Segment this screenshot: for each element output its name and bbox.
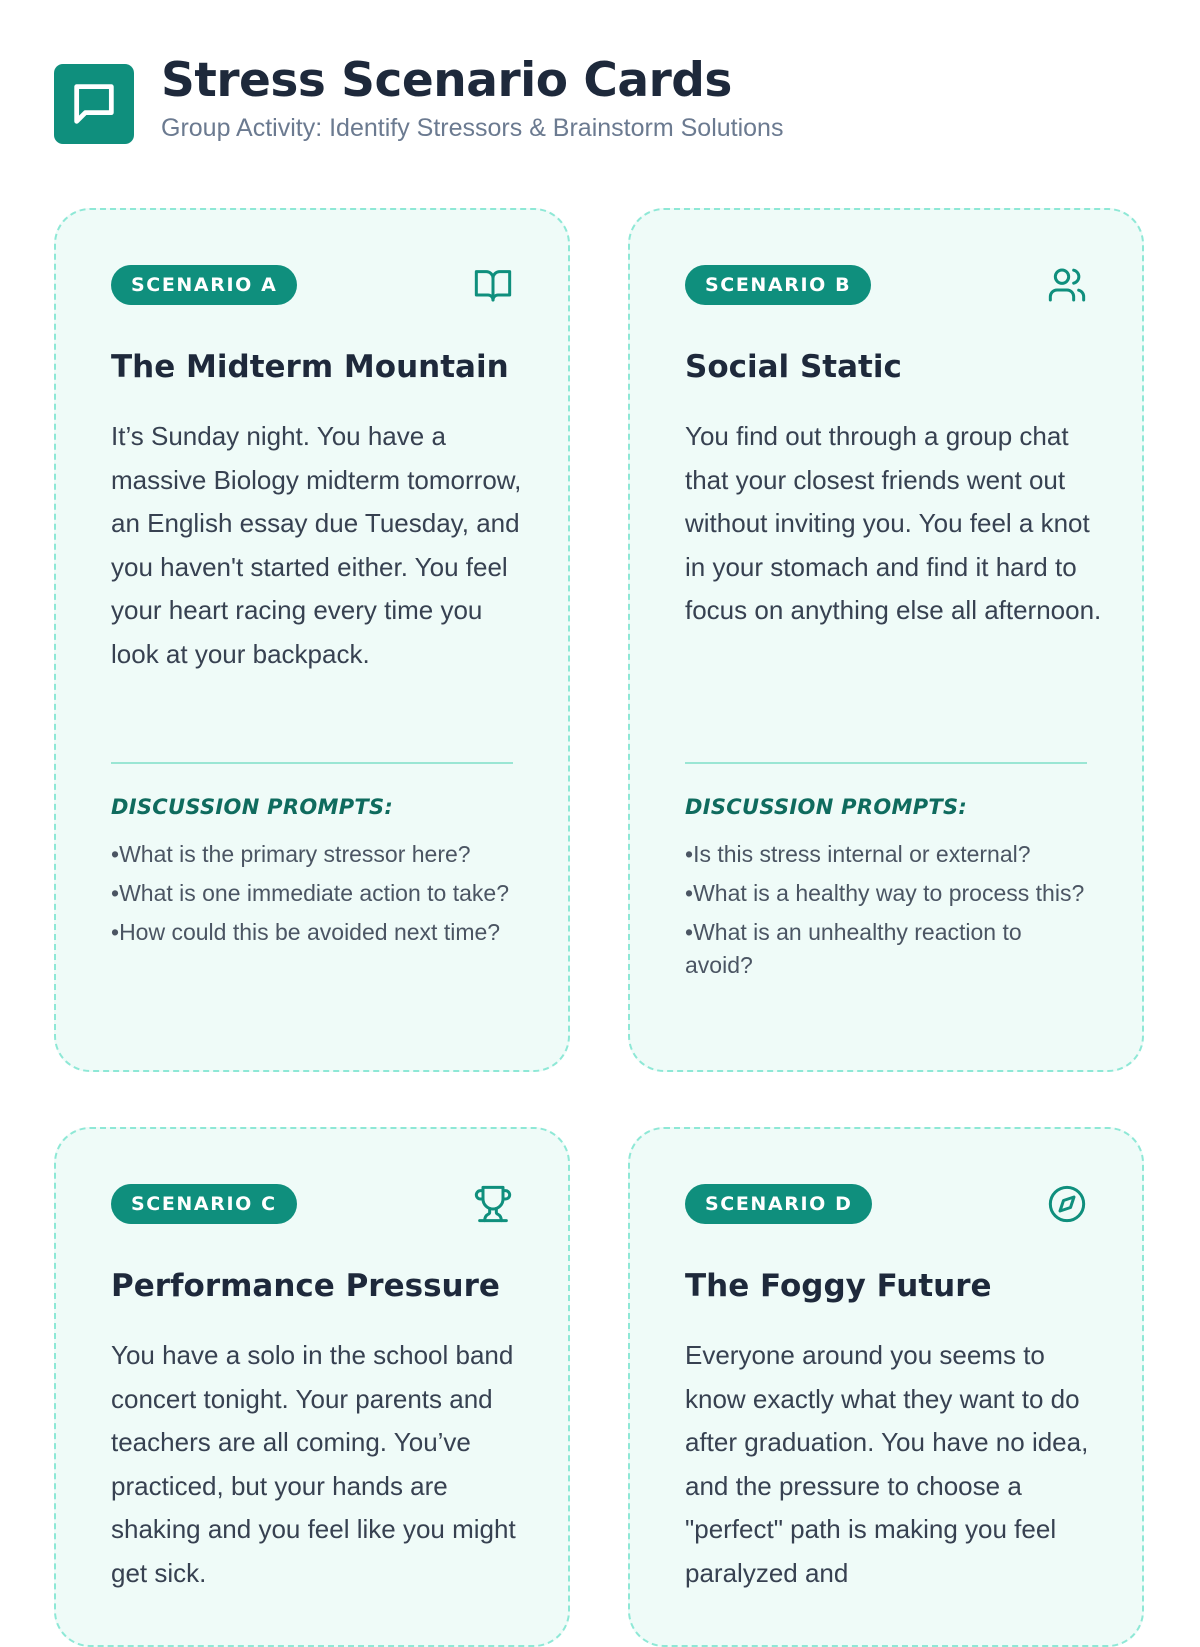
card-description: You have a solo in the school band concert tonight. Your parents and teachers are all coming. You’ve practiced, but your hands are shaking and you feel like you might get sick. <box>111 1340 516 1588</box>
scenario-badge: SCENARIO C <box>111 1184 297 1224</box>
card-title: Social Static <box>685 349 902 385</box>
scenario-card <box>628 1127 1144 1647</box>
chat-icon <box>54 64 134 144</box>
scenario-card <box>628 208 1144 1072</box>
scenario-badge: SCENARIO B <box>685 265 871 305</box>
divider <box>111 762 513 764</box>
prompt-item: • What is one immediate action to take? <box>111 877 521 910</box>
prompt-item: • Is this stress internal or external? <box>685 838 1095 871</box>
trophy-icon <box>473 1184 513 1224</box>
prompts-heading: DISCUSSION PROMPTS: <box>111 795 394 819</box>
card-title: Performance Pressure <box>111 1268 500 1304</box>
page-header <box>54 52 783 144</box>
prompt-item: • How could this be avoided next time? <box>111 916 521 949</box>
page-subtitle: Group Activity: Identify Stressors & Brainstorm Solutions <box>161 114 784 142</box>
prompt-item: • What is a healthy way to process this? <box>685 877 1095 910</box>
scenario-card <box>54 1127 570 1647</box>
page-title: Stress Scenario Cards <box>161 53 732 108</box>
scenario-card <box>54 208 570 1072</box>
card-description: Everyone around you seems to know exactly what they want to do after graduation. You have no idea, and the pressure to choose a "perfect" path is making you feel paralyzed and <box>685 1340 1089 1588</box>
book-icon <box>473 265 513 305</box>
prompts-heading: DISCUSSION PROMPTS: <box>685 795 968 819</box>
prompt-item: • What is the primary stressor here? <box>111 838 521 871</box>
card-description: You find out through a group chat that your closest friends went out without inviting you. You feel a knot in your stomach and find it hard to focus on anything else all afternoon. <box>685 421 1102 625</box>
scenario-badge: SCENARIO A <box>111 265 297 305</box>
users-icon <box>1047 265 1087 305</box>
prompts-list <box>111 838 521 955</box>
compass-icon <box>1047 1184 1087 1224</box>
card-title: The Midterm Mountain <box>111 349 509 385</box>
card-description: It’s Sunday night. You have a massive Biology midterm tomorrow, an English essay due Tuesday, and you haven't started either. You feel your heart racing every time you look at your backpack. <box>111 421 522 669</box>
prompt-item: • What is an unhealthy reaction to avoid? <box>685 916 1095 982</box>
scenario-badge: SCENARIO D <box>685 1184 872 1224</box>
divider <box>685 762 1087 764</box>
prompts-list <box>685 838 1095 988</box>
card-title: The Foggy Future <box>685 1268 992 1304</box>
